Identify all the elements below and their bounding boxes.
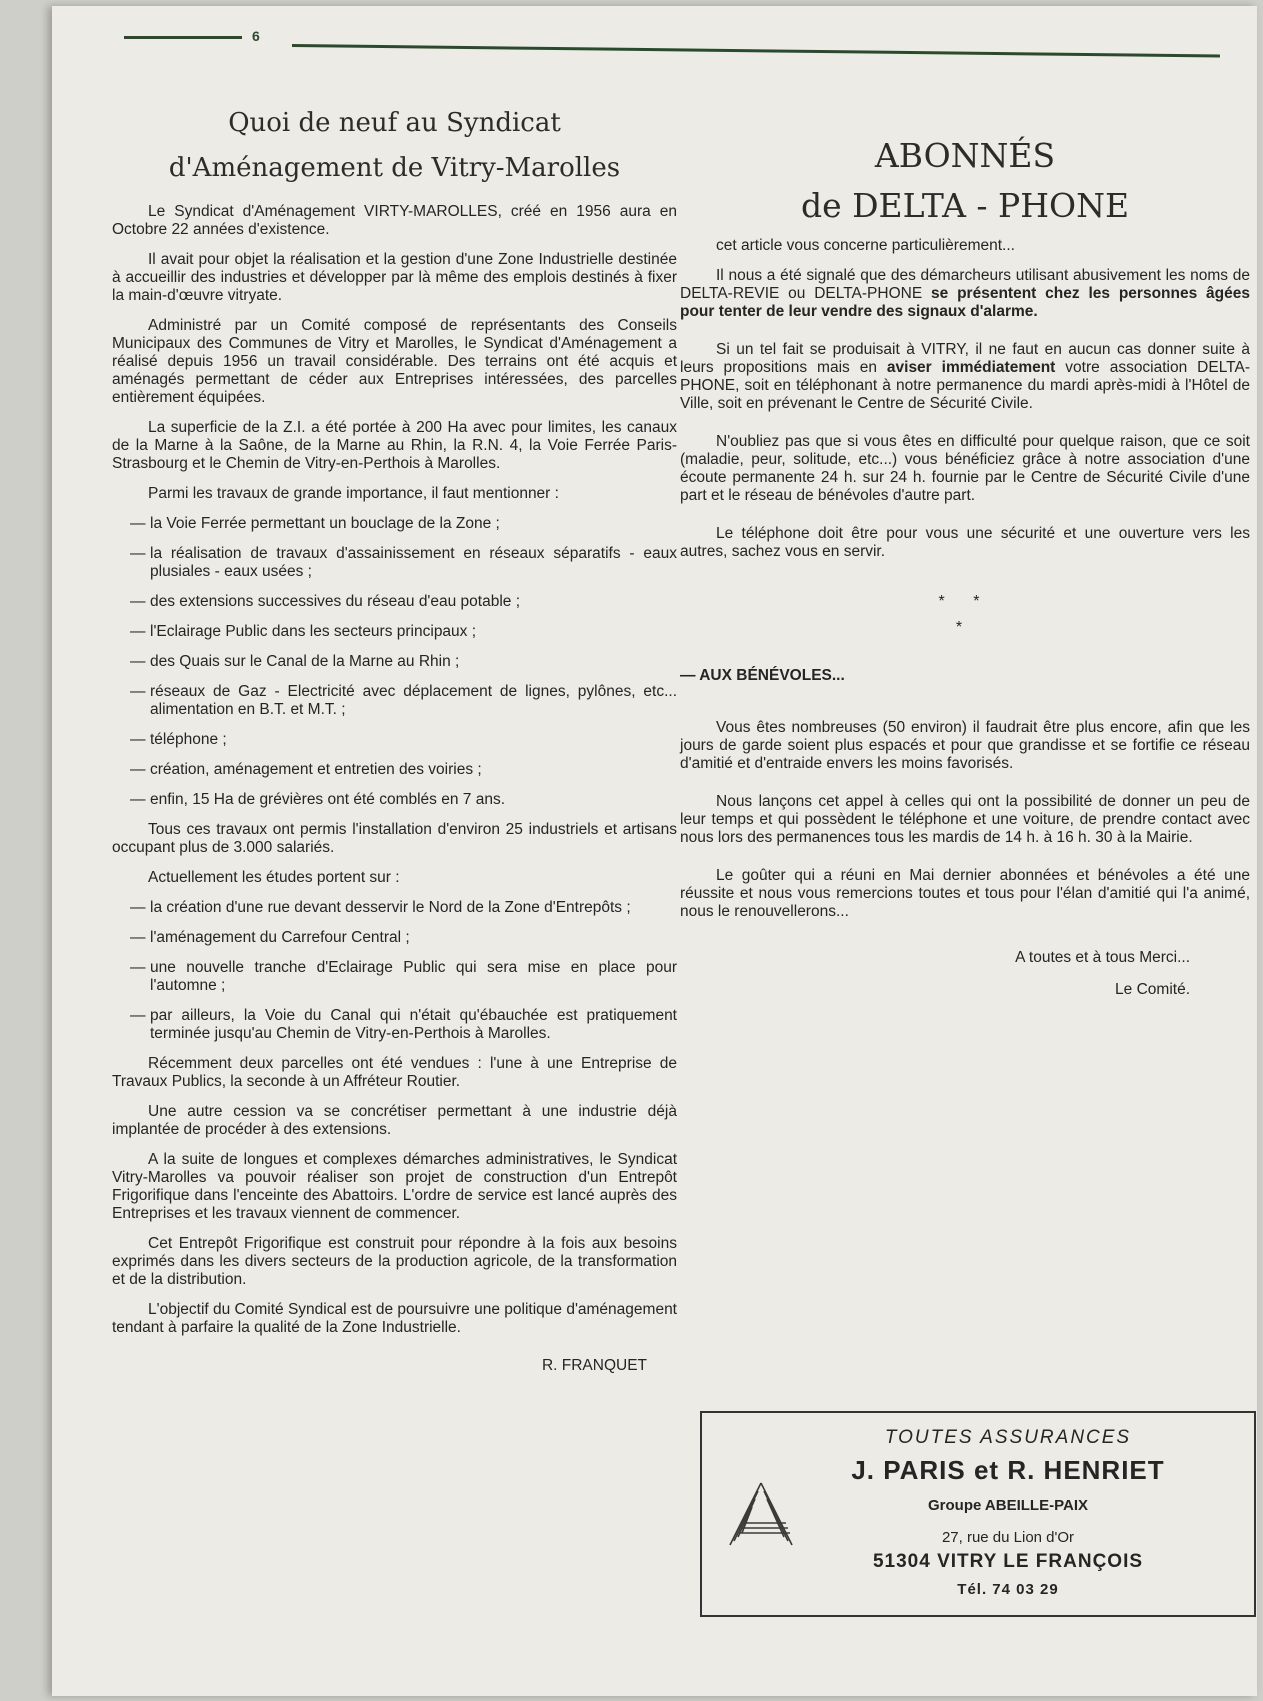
sub-heading: — AUX BÉNÉVOLES...	[680, 667, 845, 684]
ad-tagline: TOUTES ASSURANCES	[884, 1427, 1132, 1448]
ad-phone: Tél. 74 03 29	[957, 1581, 1059, 1598]
list-item: — une nouvelle tranche d'Eclairage Public qui sera mise en place pour l'automne ;	[130, 959, 677, 994]
paragraph: Une autre cession va se concrétiser permettant à une industrie déjà implantée de procéder à des extensions.	[112, 1103, 677, 1138]
list-item: — réseaux de Gaz - Electricité avec déplacement de lignes, pylônes, etc... alimentation en B.T. et M.T. ;	[130, 683, 677, 718]
paragraph: N'oubliez pas que si vous êtes en difficulté pour quelque raison, que ce soit (maladie, peur, solitude, etc...) vous bénéficiez grâce à notre association d'une écoute permanente 24 h. sur 24 h. fournie par le Centre de Sécurité Civile d'une part et le réseau de bénévoles d'autre part.	[680, 433, 1250, 504]
insurance-advertisement	[700, 1411, 1256, 1617]
paragraph: La superficie de la Z.I. a été portée à 200 Ha avec pour limites, les canaux de la Marne à la Saône, de la Marne au Rhin, la R.N. 4, la Voie Ferrée Paris-Strasbourg et le Chemin de Vitry-en-Perthois à Marolles.	[112, 419, 677, 472]
article-delta-phone	[680, 131, 1250, 1013]
author-signature: R. FRANQUET	[541, 1357, 647, 1374]
ad-group: Groupe ABEILLE-PAIX	[927, 1497, 1088, 1514]
header-rule-right	[292, 44, 1220, 58]
list-item: — création, aménagement et entretien des voiries ;	[130, 761, 482, 778]
ad-street: 27, rue du Lion d'Or	[941, 1529, 1075, 1546]
stars-top: * *	[938, 593, 992, 610]
list-item: — par ailleurs, la Voie du Canal qui n'était qu'ébauchée est pratiquement terminée jusqu'au Chemin de Vitry-en-Perthois à Marolles.	[130, 1007, 677, 1042]
list-item: — la Voie Ferrée permettant un bouclage de la Zone ;	[130, 515, 500, 532]
paragraph: A la suite de longues et complexes démarches administratives, le Syndicat Vitry-Marolles va pouvoir réaliser son projet de construction d'un Entrepôt Frigorifique dans l'enceinte des Abattoirs. L'ordre de service est lancé auprès des Entreprises et les travaux viennent de commencer.	[112, 1151, 677, 1222]
title-line-2: de DELTA - PHONE	[800, 186, 1130, 225]
paragraph: Administré par un Comité composé de représentants des Conseils Municipaux des Communes de Vitry et Marolles, le Syndicat d'Aménagement a réalisé depuis 1956 un travail considérable. Des terrains ont été acquis et aménagés permettant de céder aux Entreprises intéressées, des parcelles entièrement équipées.	[112, 317, 677, 406]
title-line-2: d'Aménagement de Vitry-Marolles	[168, 153, 621, 183]
paragraph: Le Syndicat d'Aménagement VIRTY-MAROLLES, créé en 1956 aura en Octobre 22 années d'existence.	[112, 203, 677, 238]
paragraph: Tous ces travaux ont permis l'installation d'environ 25 industriels et artisans occupant plus de 3.000 salariés.	[112, 821, 677, 856]
committee-signature: Le Comité.	[1115, 981, 1190, 998]
paragraph: Actuellement les études portent sur :	[148, 869, 400, 886]
header-rule-left	[124, 36, 242, 39]
ad-city: 51304 VITRY LE FRANÇOIS	[872, 1551, 1144, 1572]
paragraph: Récemment deux parcelles ont été vendues : l'une à une Entreprise de Travaux Publics, la seconde à un Affréteur Routier.	[112, 1055, 677, 1090]
paragraph: Si un tel fait se produisait à VITRY, il ne faut en aucun cas donner suite à leurs propositions mais en aviser immédiatement votre association DELTA-PHONE, soit en téléphonant à notre permanence du mardi après-midi à l'Hôtel de Ville, soit en prévenant le Centre de Sécurité Civile.	[680, 341, 1250, 412]
list-item: — la création d'une rue devant desservir le Nord de la Zone d'Entrepôts ;	[130, 899, 631, 916]
thanks-line: A toutes et à tous Merci...	[1015, 949, 1190, 966]
article-title	[112, 101, 677, 191]
page-number: 6	[252, 28, 260, 44]
list-item: — des extensions successives du réseau d'eau potable ;	[130, 593, 521, 610]
paragraph: Vous êtes nombreuses (50 environ) il faudrait être plus encore, afin que les jours de garde soient plus espacés et pour que grandisse et se fortifie ce réseau d'amitié et d'entraide envers les moins favorisés.	[680, 719, 1250, 772]
section-separator	[680, 589, 1250, 641]
paragraph: Parmi les travaux de grande importance, il faut mentionner :	[148, 485, 559, 502]
paragraph: L'objectif du Comité Syndical est de poursuivre une politique d'aménagement tendant à parfaire la qualité de la Zone Industrielle.	[112, 1301, 677, 1336]
list-item: — enfin, 15 Ha de grévières ont été comblés en 7 ans.	[130, 791, 505, 808]
ad-company-name: J. PARIS et R. HENRIET	[851, 1455, 1165, 1485]
article-title	[680, 131, 1250, 231]
works-list	[112, 515, 677, 809]
paragraph: Il avait pour objet la réalisation et la gestion d'une Zone Industrielle destinée à accueillir des industries et développer par là même des emplois destinés à fixer la main-d'œuvre vitryate.	[112, 251, 677, 304]
magazine-page	[52, 6, 1257, 1696]
title-line-1: Quoi de neuf au Syndicat	[228, 108, 561, 138]
title-line-1: ABONNÉS	[874, 136, 1056, 175]
list-item: — des Quais sur le Canal de la Marne au Rhin ;	[130, 653, 460, 670]
paragraph: Nous lançons cet appel à celles qui ont la possibilité de donner un peu de leur temps et qui possèdent le téléphone et une voiture, de prendre contact avec nous lors des permanences tous les mardis de 14 h. à 16 h. 30 à la Mairie.	[680, 793, 1250, 846]
stars-bottom: *	[955, 619, 975, 636]
intro-line: cet article vous concerne particulièrement...	[716, 237, 1015, 254]
paragraph: Le téléphone doit être pour vous une sécurité et une ouverture vers les autres, sachez vous en servir.	[680, 525, 1250, 560]
list-item: — téléphone ;	[130, 731, 227, 748]
list-item: — la réalisation de travaux d'assainissement en réseaux séparatifs - eaux plusiales - eaux usées ;	[130, 545, 677, 580]
studies-list	[112, 899, 677, 1043]
paragraph: Cet Entrepôt Frigorifique est construit pour répondre à la fois aux besoins exprimés dans les divers secteurs de la production agricole, de la transformation et de la distribution.	[112, 1235, 677, 1288]
list-item: — l'Eclairage Public dans les secteurs principaux ;	[130, 623, 477, 640]
paragraph: Le goûter qui a réuni en Mai dernier abonnées et bénévoles a été une réussite et nous vous remercions toutes et tous pour l'élan d'amitié qui l'a animé, nous le renouvellerons...	[680, 867, 1250, 920]
article-syndicat	[112, 101, 677, 1375]
list-item: — l'aménagement du Carrefour Central ;	[130, 929, 410, 946]
paragraph: Il nous a été signalé que des démarcheurs utilisant abusivement les noms de DELTA-REVIE ou DELTA-PHONE se présentent chez les personnes âgées pour tenter de leur vendre des signaux d'alarme.	[680, 267, 1250, 320]
